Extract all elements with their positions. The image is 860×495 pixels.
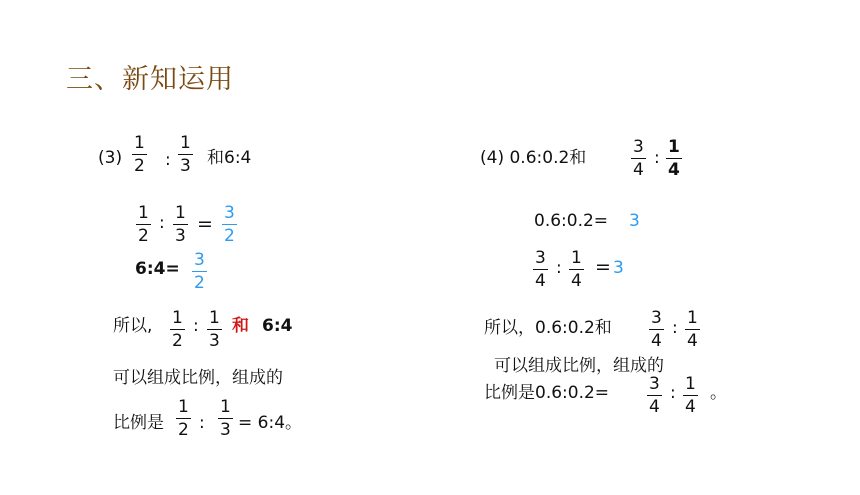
period: 。 (710, 383, 727, 403)
ratio-colon: : (672, 318, 678, 338)
fraction-one-half: $\frac{1}{2}$ (172, 308, 183, 351)
fraction-result-three-halves: $\frac{3}{2}$ (224, 203, 235, 246)
fraction-one-quarter: $\frac{1}{4}$ (668, 137, 680, 180)
problem-3-prefix: (3) (98, 148, 123, 168)
ratio-value: 3 (613, 258, 624, 278)
equals-sign: = (197, 213, 213, 235)
problem-3-tail: 和6:4 (207, 148, 252, 168)
numerator: 1 (134, 133, 145, 153)
ratio-value: 3 (629, 211, 640, 231)
can-form-text: 可以组成比例，组成的 (113, 368, 283, 388)
fraction-one-half: $\frac{1}{2}$ (178, 397, 189, 440)
ratio-colon: : (556, 258, 562, 278)
and-highlight: 和 (232, 316, 249, 336)
numerator: 1 (180, 133, 191, 153)
equals-sign: = (595, 256, 611, 278)
section-title: 三、新知运用 (66, 64, 234, 95)
fraction-three-quarters: $\frac{3}{4}$ (649, 374, 660, 417)
fraction-one-quarter: $\frac{1}{4}$ (687, 308, 698, 351)
fraction-three-quarters: $\frac{3}{4}$ (535, 248, 546, 291)
fraction-one-quarter: $\frac{1}{4}$ (571, 248, 582, 291)
ratio-colon: : (670, 383, 676, 403)
fraction-one-third: $\frac{1}{3}$ (175, 203, 186, 246)
decimal-ratio-equals: 0.6:0.2= (534, 211, 609, 231)
fraction-one-half (132, 133, 147, 176)
six-four-equals: 6:4= (135, 259, 180, 279)
proportion-tail: = 6:4。 (238, 413, 303, 433)
fraction-one-third (178, 133, 193, 176)
ratio-colon: : (159, 213, 165, 233)
proportion-line: 比例是0.6:0.2= (484, 383, 610, 403)
therefore-line: 所以，0.6:0.2和 (484, 318, 612, 338)
proportion-label: 比例是 (113, 413, 164, 433)
fraction-one-quarter: $\frac{1}{4}$ (685, 374, 696, 417)
denominator: 3 (180, 156, 191, 176)
can-form-text: 可以组成比例，组成的 (494, 356, 664, 376)
ratio-colon: : (654, 148, 660, 168)
six-four-ratio: 6:4 (262, 316, 293, 336)
therefore-label: 所以, (113, 316, 153, 336)
ratio-colon: : (165, 150, 171, 170)
fraction-one-third: $\frac{1}{3}$ (220, 397, 231, 440)
fraction-result-three-halves: $\frac{3}{2}$ (194, 250, 205, 293)
fraction-three-quarters: $\frac{3}{4}$ (651, 308, 662, 351)
fraction-three-quarters: $\frac{3}{4}$ (633, 137, 644, 180)
denominator: 2 (134, 156, 145, 176)
ratio-colon: : (199, 413, 205, 433)
ratio-colon: : (193, 316, 199, 336)
fraction-one-third: $\frac{1}{3}$ (209, 308, 220, 351)
problem-4-prefix: (4) 0.6:0.2和 (480, 148, 587, 168)
fraction-one-half: $\frac{1}{2}$ (138, 203, 149, 246)
